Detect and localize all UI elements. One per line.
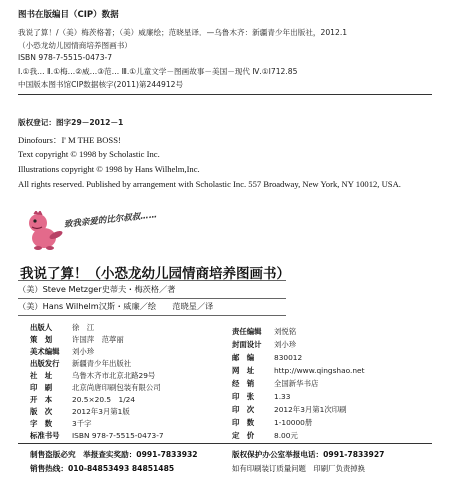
copyright-registration: 版权登记：图字29－2012－1 (18, 118, 124, 127)
anti-piracy-notice: 制售盗版必究 举报查实奖励：0991-7833932 (30, 450, 198, 459)
info-left-distributor: 出版发行 新疆青少年出版社 (30, 359, 132, 368)
footer-divider (18, 443, 432, 444)
illustrator-credit: （美）Hans Wilhelm汉斯・威廉／绘 范晓星／译 (18, 301, 214, 311)
info-left-address: 社 址 乌鲁木齐市北京北路29号 (30, 371, 156, 380)
credits-divider (18, 315, 286, 316)
info-left-word-count: 字 数 3千字 (30, 419, 92, 428)
author-divider (18, 298, 286, 299)
title-divider (18, 280, 286, 281)
info-left-art-editor: 美术编辑 刘小珍 (30, 347, 95, 356)
cip-line-2: （小恐龙幼儿园情商培养图画书） (18, 41, 132, 50)
dinosaur-mascot-icon (22, 211, 68, 251)
dedication-ribbon: 致我亲爱的比尔叔叔…… (63, 210, 158, 230)
info-left-isbn: 标准书号 ISBN 978-7-5515-0473-7 (30, 431, 164, 440)
cip-divider (18, 94, 432, 95)
cip-line-3: ISBN 978-7-5515-0473-7 (18, 53, 113, 62)
info-right-postcode: 邮 编 830012 (232, 353, 303, 362)
info-left-planner: 策 划 许国萍 范葶丽 (30, 335, 124, 344)
author-credit: （美）Steve Metzger史蒂夫・梅茨格／著 (18, 284, 176, 294)
illustration-copyright: Illustrations copyright © 1998 by Hans Wilhelm,Inc. (18, 164, 200, 174)
info-right-price: 定 价 8.00元 (232, 431, 298, 440)
cip-title: 图书在版编目（CIP）数据 (18, 10, 119, 20)
cip-line-1: 我说了算！/（美）梅茨格著；（美）威廉绘；范晓星译．—乌鲁木齐：新疆青少年出版社，2012.1 (18, 28, 348, 37)
text-copyright: Text copyright © 1998 by Scholastic Inc. (18, 149, 160, 159)
info-right-sheets: 印 张 1.33 (232, 392, 291, 401)
info-right-printing: 印 次 2012年3月第1次印刷 (232, 405, 347, 414)
info-right-website: 网 址 http://www.qingshao.net (232, 366, 365, 375)
cip-line-4: Ⅰ.①我… Ⅱ.①梅…②威…③范… Ⅲ.①儿童文学－图画故事－美国－现代 Ⅳ.①I712.85 (18, 67, 298, 76)
info-right-editor: 责任编辑 刘悦铭 (232, 327, 297, 336)
cip-line-5: 中国版本图书馆CIP数据核字(2011)第244912号 (18, 80, 184, 89)
info-right-cover-design: 封面设计 刘小珍 (232, 340, 297, 349)
info-left-printer: 印 刷 北京尚唐印刷包装有限公司 (30, 383, 161, 392)
book-title: 我说了算！（小恐龙幼儿园情商培养图画书） (20, 266, 290, 282)
info-left-publisher: 出版人 徐 江 (30, 323, 95, 332)
info-right-print-run: 印 数 1-10000册 (232, 418, 313, 427)
info-right-seller: 经 销 全国新华书店 (232, 379, 319, 388)
rights-statement: All rights reserved. Published by arrangement with Scholastic Inc. 557 Broadway, New York, NY 10012, USA. (18, 179, 401, 189)
info-left-format: 开 本 20.5×20.5 1/24 (30, 395, 136, 404)
rights-protection-phone: 版权保护办公室举报电话：0991-7833927 (232, 450, 385, 459)
original-title: Dinofours：I' M THE BOSS! (18, 135, 121, 145)
sales-hotline: 销售热线：010-84853493 84851485 (30, 464, 175, 473)
info-left-edition: 版 次 2012年3月第1版 (30, 407, 130, 416)
quality-guarantee-note: 如有印刷装订质量问题 印刷厂负责掉换 (232, 464, 366, 473)
